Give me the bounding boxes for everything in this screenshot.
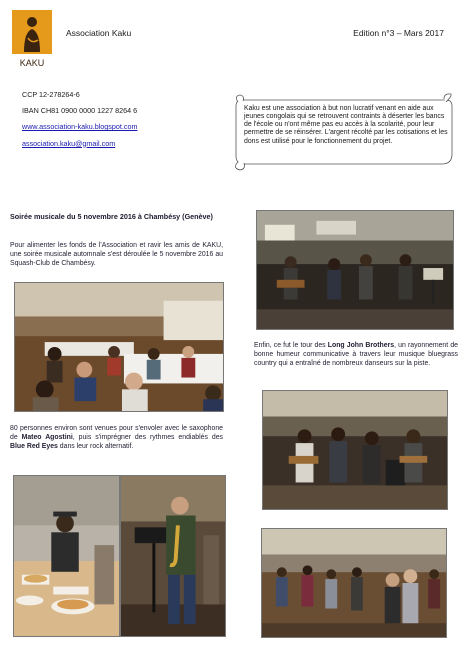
ccp-number: CCP 12-278264-6: [22, 90, 80, 99]
email-link[interactable]: association.kaku@gmail.com: [22, 138, 116, 148]
musician-name: Mateo Agostini: [21, 433, 73, 441]
band-name: Long John Brothers: [327, 342, 395, 349]
photo-band-stage: [256, 210, 454, 330]
iban-number: IBAN CH81 0900 0000 1227 8264 6: [22, 106, 138, 116]
article-title: Soirée musicale du 5 novembre 2016 à Chambésy (Genève): [10, 212, 213, 221]
photo-dancers: [261, 528, 447, 638]
kaku-logo: [10, 8, 54, 70]
photo-audience-tables: [14, 282, 224, 412]
organization-name: Association Kaku: [66, 28, 132, 38]
logo-text: KAKU: [19, 58, 45, 68]
photo-saxophonist: [120, 475, 226, 637]
edition-label: Edition n°3 – Mars 2017: [353, 28, 444, 38]
article-paragraph-2: 80 personnes environ sont venues pour s'envoler avec le saxophone de Mateo Agostini, puis s'imprégner des rythmes endiablés des Blue Red Eyes dans leur rock alternatif.: [10, 425, 223, 450]
website-link[interactable]: www.association-kaku.blogspot.com: [22, 122, 138, 132]
photo-band-closeup: [262, 390, 448, 510]
contact-info: [22, 91, 137, 156]
article-paragraph-3: Enfin, ce fut le tour des Long John Brothers, un rayonnement de bonne humeur communicative à travers leur musique bluegrass country qui a entraîné de nombreux danseurs sur la piste.: [254, 342, 458, 367]
article-paragraph-1: Pour alimenter les fonds de l'Association et ravir les amis de KAKU, une soirée musicale automnale s'est déroulée le 5 novembre 2016 au Squash-Club de Chambésy.: [10, 242, 223, 267]
photo-buffet: [13, 475, 120, 637]
band-name: Blue Red Eyes: [10, 442, 58, 450]
intro-text: Kaku est une association à but non lucratif venant en aide aux jeunes congolais qui se retrouvent contraints à déserter les bancs de l'école ou n'ont même pas eu accès à la scolarité, pour leur permettre de se réinsérer. L'argent récolté par les cotisations et les dons est utilisé pour le fonctionnement du projet.: [244, 105, 448, 145]
